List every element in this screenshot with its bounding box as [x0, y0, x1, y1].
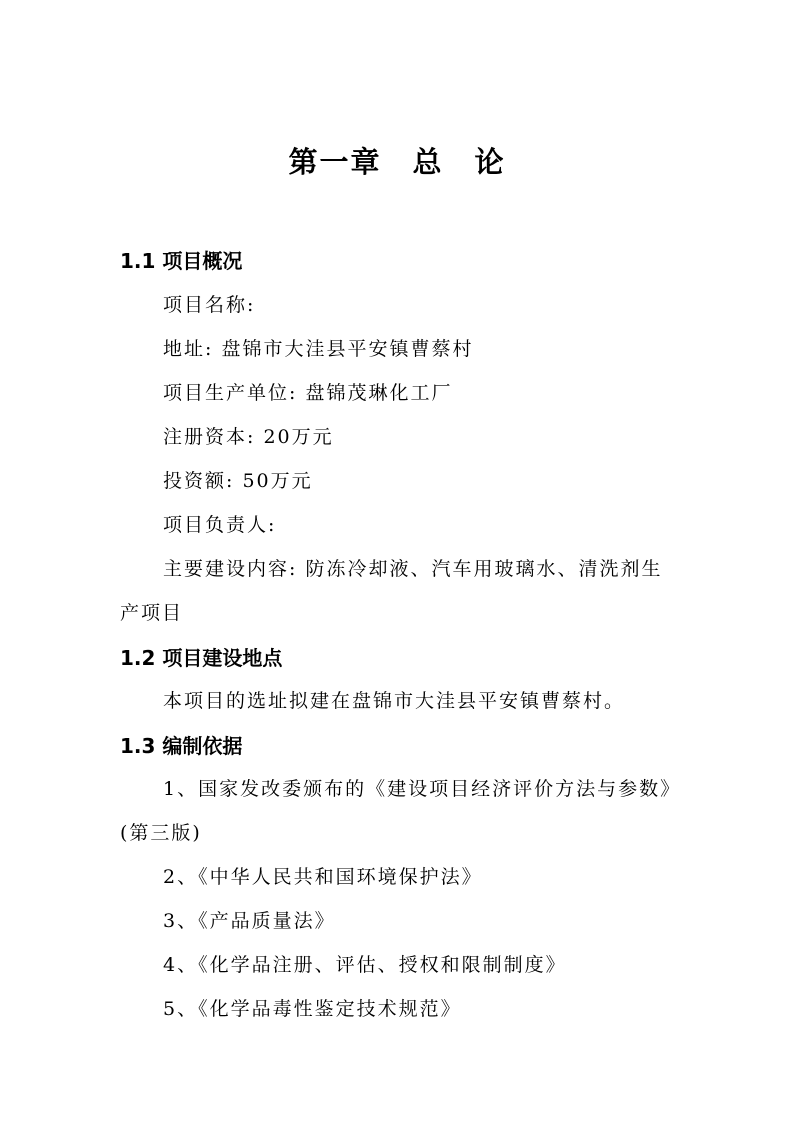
section-heading-1-2: 1.2 项目建设地点 — [120, 646, 283, 670]
basis-item-2: 2、《中华人民共和国环境保护法》 — [163, 866, 483, 888]
section-heading-1-1: 1.1 项目概况 — [120, 249, 243, 273]
basis-item-4: 4、《化学品注册、评估、授权和限制制度》 — [163, 954, 567, 976]
chapter-title: 第一章 总 论 — [288, 145, 506, 179]
section-heading-1-3: 1.3 编制依据 — [120, 734, 243, 758]
project-name-line: 项目名称: — [163, 294, 256, 316]
location-paragraph: 本项目的选址拟建在盘锦市大洼县平安镇曹蔡村。 — [163, 690, 626, 712]
production-unit-line: 项目生产单位: 盘锦茂琳化工厂 — [163, 382, 453, 404]
address-line: 地址: 盘锦市大洼县平安镇曹蔡村 — [163, 338, 474, 360]
registered-capital-line: 注册资本: 20万元 — [163, 426, 334, 448]
construction-content-line: 主要建设内容: 防冻冷却液、汽车用玻璃水、清洗剂生 — [163, 558, 663, 580]
investment-line: 投资额: 50万元 — [163, 470, 313, 492]
basis-item-1: 1、国家发改委颁布的《建设项目经济评价方法与参数》 — [163, 778, 682, 800]
basis-item-3: 3、《产品质量法》 — [163, 910, 336, 932]
project-leader-line: 项目负责人: — [163, 514, 277, 536]
basis-item-1-continuation: (第三版) — [120, 822, 202, 844]
basis-item-5: 5、《化学品毒性鉴定技术规范》 — [163, 998, 462, 1020]
construction-content-continuation: 产项目 — [120, 602, 184, 624]
